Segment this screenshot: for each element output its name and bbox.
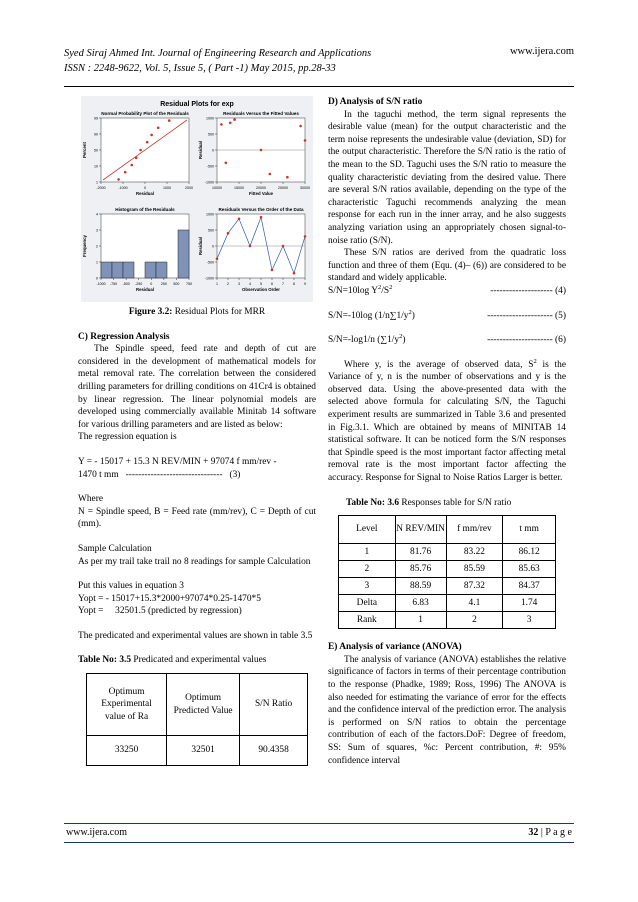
header-site[interactable]: www.ijera.com (509, 46, 574, 57)
running-header (64, 46, 464, 76)
x-tick-label: 500 (173, 282, 180, 286)
x-tick-label: -500 (122, 282, 130, 286)
y-tick-label: 50 (94, 148, 98, 153)
residual-point (299, 125, 302, 128)
page-footer (64, 823, 574, 843)
t36-row (339, 561, 556, 578)
t36-cell: 3 (339, 578, 396, 595)
t36-cell: 86.12 (503, 544, 556, 561)
t36-row (339, 612, 556, 629)
x-tick-label: -750 (109, 282, 118, 286)
y-axis-label: Frequency (82, 235, 87, 257)
x-axis-label: Fitted Value (248, 191, 274, 196)
sn-paragraph-2: These S/N ratios are derived from the quadratic loss function and three of them (Equ. (4)– (6)) are considered to be standard and widely applicable. (328, 248, 566, 284)
histogram-bar (145, 262, 156, 278)
residual-point (150, 134, 153, 137)
histogram-bar (112, 262, 123, 278)
residual-point (168, 119, 171, 122)
residual-point (271, 269, 274, 272)
x-tick-label: 0 (144, 186, 146, 190)
t36-cell: 85.59 (446, 561, 503, 578)
x-tick-label: 25000 (278, 186, 288, 190)
residual-point (157, 126, 160, 129)
x-tick-label: 0 (150, 282, 153, 286)
x-tick-label: 5 (260, 282, 262, 286)
y-axis-label: Percent (82, 142, 87, 158)
sn-paragraph-3 (328, 359, 566, 485)
t36-cell: 2 (339, 561, 396, 578)
y-axis-label: Residual (198, 237, 203, 255)
y-tick-label: 500 (208, 228, 214, 233)
equation-4 (328, 285, 566, 298)
equation-5 (328, 310, 566, 323)
histogram-bar (101, 262, 112, 278)
residual-point (260, 149, 263, 152)
eq5-sup: 2 (408, 308, 412, 316)
t36-cell: 85.63 (503, 561, 556, 578)
t35-cell: 90.4358 (240, 736, 308, 766)
table36-title: Responses table for S/N ratio (399, 497, 512, 508)
residual-point (146, 141, 149, 144)
y-tick-label: 0 (212, 148, 214, 153)
heading-sn-analysis: D) Analysis of S/N ratio (328, 97, 423, 107)
x-tick-label: 2000 (185, 186, 193, 190)
y-tick-label: -500 (206, 260, 214, 265)
eq5-close: ) (411, 310, 415, 321)
histogram-bar (156, 262, 167, 278)
residual-point (293, 272, 296, 275)
x-tick-label: 20000 (256, 186, 266, 190)
t35-header: Optimum Experimental value of Ra (87, 674, 167, 736)
y-tick-label: 2 (96, 244, 98, 249)
t36-cell: 88.59 (395, 578, 446, 595)
sample-text: As per my trail take trail no 8 readings for sample Calculation (78, 556, 311, 567)
where-definitions: N = Spindle speed, B = Feed rate (mm/rev), C = Depth of cut (mm). (78, 506, 316, 530)
residual-point (117, 178, 120, 181)
t36-cell: 87.32 (446, 578, 503, 595)
residual-point (269, 173, 272, 176)
x-tick-label: 10000 (212, 186, 222, 190)
y-tick-label: 90 (94, 132, 98, 137)
residual-point (282, 245, 285, 248)
figure-main-title: Residual Plots for exp (160, 101, 234, 108)
header-rule (64, 86, 574, 87)
eq5-number: --------------------- (5) (487, 310, 566, 321)
x-tick-label: 9 (304, 282, 306, 286)
residual-plots-svg (81, 96, 313, 302)
x-tick-label: -1000 (118, 186, 128, 190)
table36-caption (328, 497, 566, 510)
y-tick-label: 1 (96, 180, 98, 185)
table35-label: Table No: 3.5 (78, 655, 132, 666)
residual-plots-figure (81, 96, 313, 302)
t36-cell: Delta (339, 595, 396, 612)
y-axis-label: Residual (198, 141, 203, 159)
y-tick-label: -1000 (204, 180, 214, 185)
journal-name: Syed Siraj Ahmed Int. Journal of Engineering Research and Applications (64, 48, 372, 59)
x-tick-label: 750 (186, 282, 192, 286)
y-tick-label: 10 (94, 164, 98, 169)
residual-point (220, 123, 223, 126)
x-tick-label: 30000 (300, 186, 310, 190)
x-tick-label: -2000 (96, 186, 106, 190)
panel-title: Normal Probability Plot of the Residuals (101, 111, 189, 116)
where-label: Where (78, 494, 103, 505)
residual-point (304, 139, 307, 142)
figure-caption (78, 306, 316, 319)
t36-cell: 2 (446, 612, 503, 629)
t36-header: f mm/rev (446, 516, 503, 544)
table35-caption (78, 654, 316, 667)
t35-cell: 33250 (87, 736, 167, 766)
sn-paragraph-1: In the taguchi method, the term signal represents the desirable value (mean) for the output characteristic and the term noise represents the undesirable value (deviation, SD) for the output characteristic. Therefore the S/N ratio is the ratio of the mean to the SD. Taguchi uses the S/N ratio to measure the quality characteristic deviating from the desired value. There are several S/N ratios available, depending on the type of the characteristic Taguchi recommends analyzing the mean response for each run in the inner array, and he also suggests analyzing variation using an appropriately chosen signal-to-noise ratio (S/N). (328, 109, 566, 246)
x-tick-label: 250 (160, 282, 167, 286)
eq4-lhs: S/N=10log Y (328, 285, 378, 296)
x-axis-label: Observation Order (242, 287, 280, 292)
y-tick-label: 3 (96, 228, 98, 233)
y-tick-label: 1000 (206, 212, 214, 217)
x-tick-label: 3 (238, 282, 240, 286)
histogram-bar (178, 230, 189, 278)
eq6-number: --------------------- (6) (487, 335, 566, 346)
table36-label: Table No: 3.6 (346, 497, 400, 508)
footer-site[interactable]: www.ijera.com (66, 827, 127, 838)
y-tick-label: 1000 (206, 116, 214, 121)
left-column (78, 96, 316, 766)
eq4-sup: 2 (378, 283, 382, 291)
y-tick-label: 0 (96, 276, 98, 281)
t36-cell: 1.74 (503, 595, 556, 612)
equation-3-line1: Y = - 15017 + 15.3 N REV/MIN + 97074 f mm/rev - (78, 456, 277, 467)
issn-line: ISSN : 2248-9622, Vol. 5, Issue 5, ( Part -1) May 2015, pp.28-33 (64, 63, 336, 74)
footer-page-label: | P a g e (538, 827, 572, 838)
eq5-lhs: S/N=-10log (1/n∑1/y (328, 310, 409, 321)
y-tick-label: -500 (206, 164, 214, 169)
t36-row (339, 595, 556, 612)
footer-page-number: 32 (528, 827, 539, 838)
residual-point (216, 258, 219, 261)
t36-cell: 6.83 (395, 595, 446, 612)
t36-cell: 81.76 (395, 544, 446, 561)
regression-paragraph: The Spindle speed, feed rate and depth of cut are considered in the development of mathematical models for metal removal rate. The correlation between the considered drilling parameters for drilling conditions on 41Cr4 is obtained by linear regression. The linear polynomial models are developed using commercially available Minitab 14 software for various drilling parameters and are listed as below: (78, 344, 316, 430)
t35-cell: 32501 (167, 736, 240, 766)
equation-3-line2: 1470 t mm ------------------------------- (3) (78, 469, 241, 480)
t36-cell: 4.1 (446, 595, 503, 612)
t36-cell: 85.76 (395, 561, 446, 578)
panel-title: Histogram of the Residuals (115, 207, 175, 212)
t36-cell: 83.22 (446, 544, 503, 561)
figure-caption-text: Residual Plots for MRR (172, 307, 266, 317)
residual-point (139, 149, 142, 152)
t36-cell: 84.37 (503, 578, 556, 595)
t36-row (339, 544, 556, 561)
figure-caption-label: Figure 3.2: (128, 307, 173, 317)
x-axis-label: Residual (136, 191, 154, 196)
table35-title: Predicated and experimental values (131, 655, 267, 666)
t36-cell: 1 (339, 544, 396, 561)
x-tick-label: 7 (282, 282, 284, 286)
residual-point (238, 218, 241, 221)
residual-point (227, 232, 230, 235)
eq4-number: -------------------- (4) (490, 285, 566, 296)
y-tick-label: 1 (96, 260, 98, 265)
equation-6 (328, 334, 566, 347)
histogram-bar (123, 262, 134, 278)
table-3-6 (338, 515, 556, 629)
panel-title: Residuals Versus the Order of the Data (218, 207, 304, 212)
x-tick-label: 2 (227, 282, 229, 286)
residual-point (225, 162, 228, 165)
yopt-line1: Yopt = - 15017+15.3*2000+97074*0.25-1470*5 (78, 593, 261, 604)
residual-point (304, 235, 307, 238)
predicted-text: The predicated and experimental values are shown in table 3.5 (78, 630, 313, 641)
residual-point (131, 164, 134, 167)
x-tick-label: -250 (135, 282, 143, 286)
x-tick-label: 1 (216, 282, 218, 286)
residual-point (135, 157, 138, 160)
t35-header: S/N Ratio (240, 674, 308, 736)
x-tick-label: 15000 (234, 186, 244, 190)
x-axis-label: Residual (136, 287, 154, 292)
x-tick-label: 6 (271, 282, 273, 286)
t36-cell: 3 (503, 612, 556, 629)
residual-point (233, 118, 236, 121)
anova-paragraph: The analysis of variance (ANOVA) establishes the relative significance of factors in terms of their percentage contribution to the response (Phadke, 1989; Ross, 1996) The ANOVA is also needed for estimating the variance of error for the effects and the confidence interval of the prediction error. The analysis is performed on S/N ratios to obtain the percentage contribution of each of the factors.DoF: Degree of freedom, SS: Sum of squares, %c: Percent contribution, #: 95% confidence interval (328, 654, 566, 766)
y-tick-label: 99 (94, 116, 98, 121)
t36-cell: 1 (395, 612, 446, 629)
y-tick-label: 4 (96, 212, 98, 217)
para-d3-b: is the Variance of y, n is the number of observations and y is the observed data. Using the above-presented data with the selected above formula for calculating S/N, the Taguchi experiment results are summarized in Table 3.6 and presented in Fig.3.1. Which are obtained by means of MINITAB 14 statistical software. It can be noticed form the S/N responses that Spindle speed is the most important factor affecting metal removal rate is the most important factor affecting the accuracy. Response for Signal to Noise Ratios Larger is better. (328, 359, 566, 484)
x-tick-label: 4 (249, 282, 251, 286)
y-tick-label: 500 (208, 132, 214, 137)
t36-header: N REV/MIN (395, 516, 446, 544)
y-tick-label: -1000 (204, 276, 214, 281)
table-3-5 (86, 673, 308, 766)
residual-point (260, 216, 263, 219)
para-d3-a: Where y, is the average of observed data, S (344, 359, 534, 370)
eq6-close: ) (402, 335, 406, 346)
footer-page (528, 827, 572, 838)
x-tick-label: 8 (293, 282, 295, 286)
eq4-mid: /S (381, 285, 390, 296)
regression-intro: The regression equation is (78, 432, 177, 443)
sample-heading: Sample Calculation (78, 543, 152, 554)
residual-point (286, 176, 289, 179)
put-values: Put this values in equation 3 (78, 581, 184, 592)
t35-header: Optimum Predicted Value (167, 674, 240, 736)
t36-header: t mm (503, 516, 556, 544)
residual-point (229, 122, 232, 125)
yopt-line2: Yopt = 32501.5 (predicted by regression) (78, 606, 242, 617)
x-tick-label: -1000 (96, 282, 106, 286)
x-tick-label: 1000 (163, 186, 171, 190)
right-column (328, 96, 566, 767)
eq6-lhs: S/N=-log1/n (∑1/y (328, 335, 400, 346)
t36-cell: Rank (339, 612, 396, 629)
heading-anova: E) Analysis of variance (ANOVA) (328, 642, 462, 653)
eq4-sup: 2 (389, 283, 393, 291)
heading-regression: C) Regression Analysis (78, 331, 170, 342)
para-d3-sup: 2 (533, 357, 537, 365)
t36-header: Level (339, 516, 396, 544)
t36-row (339, 578, 556, 595)
residual-point (249, 245, 252, 248)
residual-point (124, 171, 127, 174)
eq6-sup: 2 (399, 332, 403, 340)
panel-title: Residuals Versus the Fitted Values (223, 111, 299, 116)
y-tick-label: 0 (212, 244, 214, 249)
